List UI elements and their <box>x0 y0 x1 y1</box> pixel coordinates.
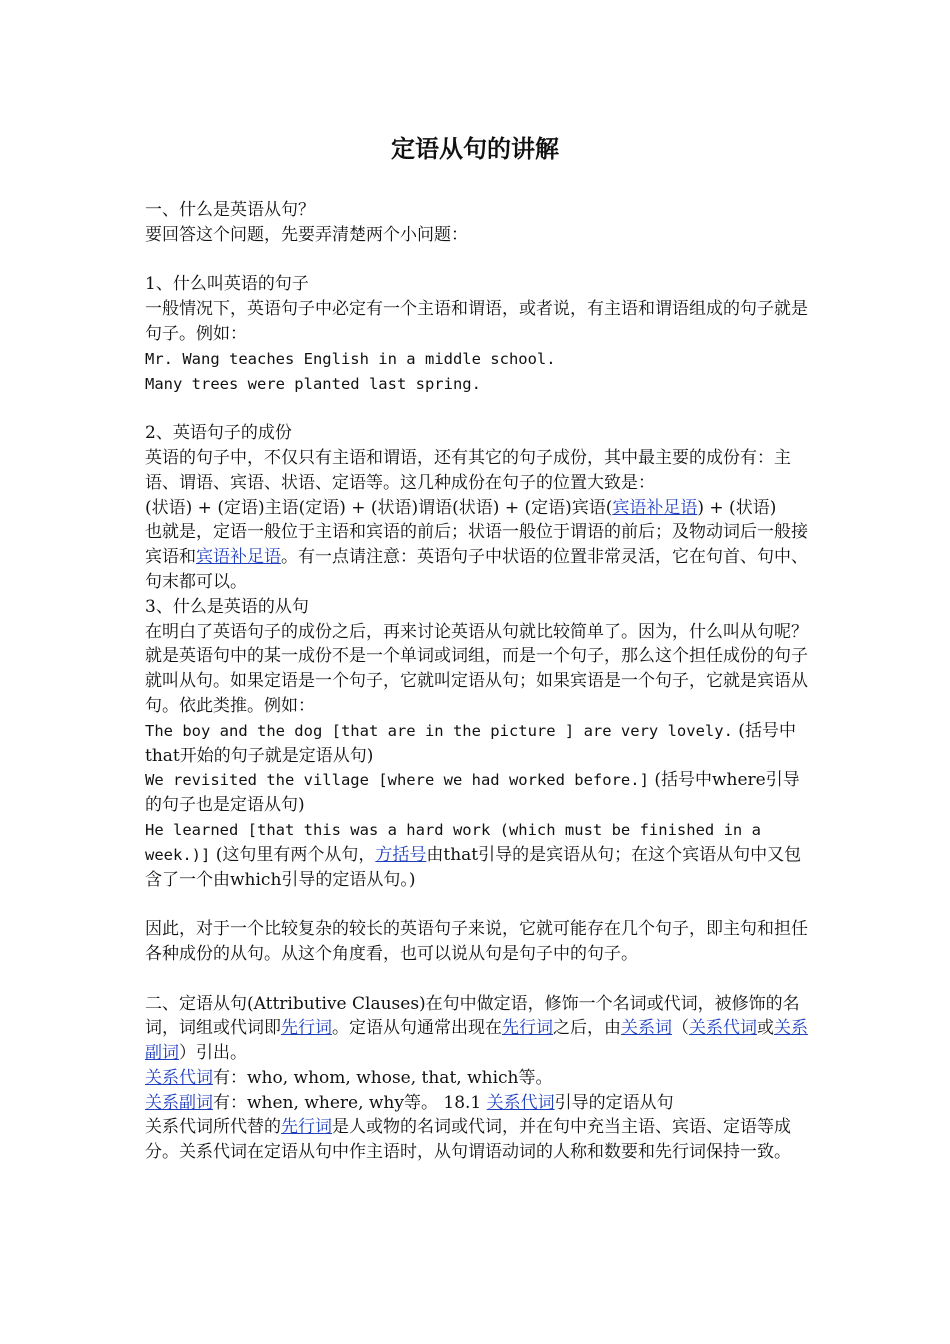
document-body <box>145 198 810 1165</box>
blank-line <box>145 967 810 992</box>
example-sentence-5 <box>145 818 810 892</box>
relative-adverb-list <box>145 1091 810 1116</box>
question2-heading: 2、英语句子的成份 <box>145 423 292 444</box>
paragraph-sentence-definition: 一般情况下，英语句子中必定有一个主语和谓语，或者说，有主语和谓语组成的句子就是句子。例如： <box>145 299 808 344</box>
relative-pronoun-list <box>145 1066 810 1091</box>
paragraph-summary: 因此，对于一个比较复杂的较长的英语句子来说，它就可能存在几个句子，即主句和担任各种成份的从句。从这个角度看，也可以说从句是句子中的句子。 <box>145 919 808 964</box>
relative-adverb-text: 有：when, where, why等。 18.1 <box>213 1092 487 1113</box>
section2-intro <box>145 992 810 1066</box>
paragraph-text-a: 关系代词所代替的 <box>145 1117 281 1138</box>
section1-intro: 要回答这个问题，先要弄清楚两个小问题： <box>145 224 468 245</box>
link-relative-word[interactable]: 关系词 <box>621 1018 672 1039</box>
paragraph-relative-pronoun <box>145 1115 810 1165</box>
relative-pronoun-text: 有：who, whom, whose, that, which等。 <box>213 1067 553 1088</box>
link-relative-adverb[interactable]: 关系副词 <box>145 1092 213 1113</box>
section2-text-c: 之后，由 <box>553 1018 621 1039</box>
section2-text-f: ）引出。 <box>179 1043 247 1064</box>
section2-text-b: 。定语从句通常出现在 <box>332 1018 502 1039</box>
section2-text-d: （ <box>672 1018 689 1039</box>
blank-line <box>145 892 810 917</box>
subsection-title: 引导的定语从句 <box>554 1092 674 1113</box>
document-title: 定语从句的讲解 <box>391 135 559 163</box>
paragraph-adverbial-position <box>145 520 810 594</box>
example-note: (括号中that开始的句子就是定语从句) <box>145 720 796 766</box>
example-english: He learned [that this was a hard work (which must be finished in a week.)] <box>145 820 761 864</box>
link-relative-pronoun[interactable]: 关系代词 <box>486 1092 555 1113</box>
example-note: (括号中where引导的句子也是定语从句) <box>145 770 800 816</box>
link-relative-adverb[interactable]: 关系副词 <box>145 1018 808 1064</box>
example-sentence-2: Many trees were planted last spring. <box>145 374 481 393</box>
example-sentence-1: Mr. Wang teaches English in a middle school. <box>145 349 556 368</box>
question1-heading: 1、什么叫英语的句子 <box>145 274 309 295</box>
section2-text-e: 或 <box>757 1018 774 1039</box>
link-antecedent[interactable]: 先行词 <box>281 1117 332 1138</box>
example-english: We revisited the village [where we had worked before.] <box>145 771 649 790</box>
sentence-structure-formula <box>145 496 810 521</box>
paragraph-clause-definition: 在明白了英语句子的成份之后，再来讨论英语从句就比较简单了。因为，什么叫从句呢？就是英语句中的某一成份不是一个单词或词组，而是一个句子，那么这个担任成份的句子就叫从句。如果定语是一个句子，它就叫定语从句；如果宾语是一个句子，它就是宾语从句。依此类推。例如： <box>145 621 808 716</box>
formula-text-a: (状语) + (定语)主语(定语) + (状语)谓语(状语) + (定语)宾语( <box>145 497 613 518</box>
paragraph-text-b: 。有一点请注意：英语句子中状语的位置非常灵活，它在句首、句中、句末都可以。 <box>145 547 808 592</box>
section1-heading: 一、什么是英语从句？ <box>145 200 315 220</box>
blank-line <box>145 248 810 273</box>
link-relative-pronoun[interactable]: 关系代词 <box>689 1018 757 1039</box>
link-square-brackets[interactable]: 方括号 <box>375 844 427 865</box>
link-object-complement[interactable]: 宾语补足语 <box>196 547 281 568</box>
example-note-continued: 由that引导的是宾语从句；在这个宾语从句中又包含了一个由which引导的定语从句。) <box>145 844 802 890</box>
question3-heading: 3、什么是英语的从句 <box>145 596 309 617</box>
link-object-complement[interactable]: 宾语补足语 <box>612 497 698 518</box>
paragraph-text-a: 也就是，定语一般位于主语和宾语的前后；状语一般位于谓语的前后；及物动词后一般接宾语和 <box>145 522 808 568</box>
link-antecedent[interactable]: 先行词 <box>502 1018 553 1039</box>
example-sentence-4 <box>145 768 810 818</box>
blank-line <box>145 396 810 421</box>
link-antecedent[interactable]: 先行词 <box>281 1018 332 1039</box>
example-sentence-3 <box>145 719 810 769</box>
paragraph-sentence-parts: 英语的句子中，不仅只有主语和谓语，还有其它的句子成份，其中最主要的成份有：主语、谓语、宾语、状语、定语等。这几种成份在句子的位置大致是： <box>145 447 791 493</box>
link-relative-pronoun[interactable]: 关系代词 <box>145 1067 213 1088</box>
example-english: The boy and the dog [that are in the picture ] are very lovely. <box>145 721 733 740</box>
section2-text-a: 二、定语从句(Attributive Clauses)在句中做定语，修饰一个名词或代词，被修饰的名词，词组或代词即 <box>145 993 800 1039</box>
example-note: (这句里有两个从句， <box>210 844 376 865</box>
paragraph-text-b: 是人或物的名词或代词，并在句中充当主语、宾语、定语等成分。关系代词在定语从句中作主语时，从句谓语动词的人称和数要和先行词保持一致。 <box>145 1117 791 1163</box>
formula-text-b: ) + (状语) <box>697 497 777 518</box>
